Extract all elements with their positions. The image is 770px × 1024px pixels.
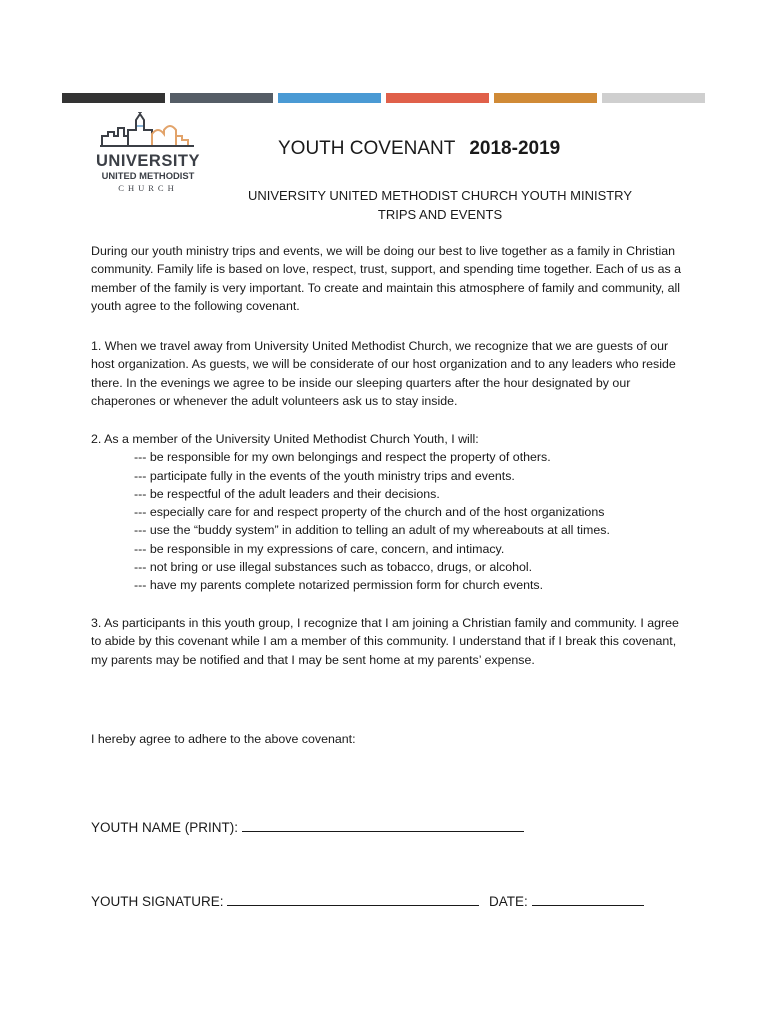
list-item: --- be responsible in my expressions of care, concern, and intimacy. bbox=[134, 541, 505, 556]
list-item: --- use the “buddy system” in addition to telling an adult of my whereabouts at all times. bbox=[134, 523, 610, 538]
color-bar bbox=[602, 93, 705, 103]
list-item: --- be responsible for my own belongings and respect the property of others. bbox=[134, 450, 551, 465]
color-bar bbox=[386, 93, 489, 103]
page-subtitle bbox=[225, 186, 655, 224]
youth-name-field[interactable] bbox=[242, 821, 524, 832]
color-bar bbox=[62, 93, 165, 103]
list-item: --- not bring or use illegal substances such as tobacco, drugs, or alcohol. bbox=[134, 560, 533, 575]
title-year: 2018-2019 bbox=[469, 138, 561, 159]
list-item: --- participate fully in the events of the youth ministry trips and events. bbox=[134, 468, 515, 483]
intro-paragraph: During our youth ministry trips and events, we will be doing our best to live together as a family in Christian community. Family life is based on love, respect, trust, support, and spending time together. Each of us as a member of the family is very important. To create and maintain this atmosphere of family and community, all youth agree to the following covenant. bbox=[91, 244, 682, 313]
point-2-intro: 2. As a member of the University United Methodist Church Youth, I will: bbox=[91, 432, 479, 446]
point-2-list bbox=[91, 448, 691, 594]
list-item: --- have my parents complete notarized permission form for church events. bbox=[134, 578, 544, 593]
agreement-statement: I hereby agree to adhere to the above covenant: bbox=[91, 732, 356, 746]
youth-name-label: YOUTH NAME (PRINT): bbox=[91, 820, 238, 835]
logo-university: UNIVERSITY bbox=[95, 152, 201, 170]
subtitle-line-2: TRIPS AND EVENTS bbox=[377, 207, 503, 222]
logo-united-methodist: UNITED METHODIST bbox=[101, 170, 195, 181]
youth-signature-row bbox=[91, 894, 644, 909]
list-item: --- especially care for and respect property of the church and of the host organizations bbox=[134, 505, 605, 520]
covenant-point-2 bbox=[91, 430, 691, 595]
decorative-color-bars bbox=[62, 93, 705, 103]
list-item: --- be respectful of the adult leaders and their decisions. bbox=[134, 486, 440, 501]
youth-signature-label: YOUTH SIGNATURE: bbox=[91, 894, 224, 909]
color-bar bbox=[278, 93, 381, 103]
covenant-point-3: 3. As participants in this youth group, I recognize that I am joining a Christian family and community. I agree to abide by this covenant while I am a member of this community. I understand that if I break this covenant, my parents may be notified and that I may be sent home at my parents’ expense. bbox=[91, 616, 679, 667]
covenant-point-1: 1. When we travel away from University United Methodist Church, we recognize that we are guests of our host organization. As guests, we will be considerate of our host organization and to any leaders who reside there. In the evenings we agree to be inside our sleeping quarters after the hour designated by our chaperones or whenever the adult volunteers ask us to stay inside. bbox=[91, 339, 676, 408]
color-bar bbox=[170, 93, 273, 103]
logo-church: CHURCH bbox=[118, 183, 178, 193]
page-title bbox=[278, 138, 560, 160]
date-label: DATE: bbox=[489, 894, 528, 909]
subtitle-line-1: UNIVERSITY UNITED METHODIST CHURCH YOUTH MINISTRY bbox=[247, 188, 632, 203]
title-text: YOUTH COVENANT bbox=[278, 138, 456, 159]
church-logo bbox=[92, 112, 204, 192]
youth-name-row bbox=[91, 820, 524, 835]
skyline-icon bbox=[100, 112, 196, 152]
color-bar bbox=[494, 93, 597, 103]
youth-signature-field[interactable] bbox=[227, 895, 479, 906]
date-field[interactable] bbox=[532, 895, 644, 906]
